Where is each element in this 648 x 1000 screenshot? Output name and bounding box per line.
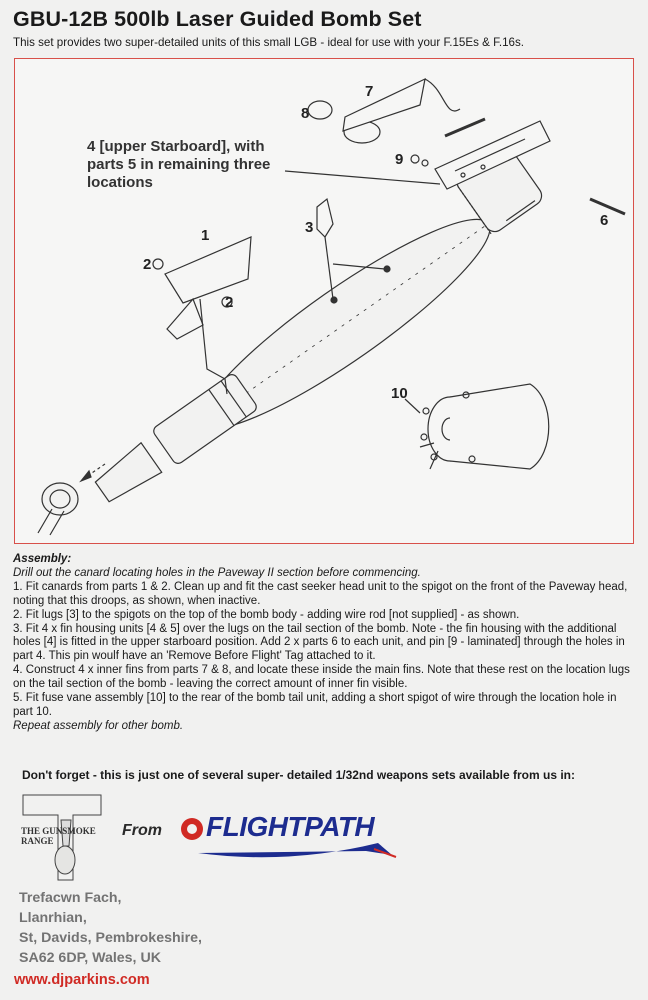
part-label-2-lower: 2	[225, 294, 234, 311]
assembly-heading: Assembly:	[13, 553, 72, 565]
assembly-closing: Repeat assembly for other bomb.	[13, 719, 184, 732]
flightpath-logo	[178, 805, 398, 880]
diagram-callout: 4 [upper Starboard], with parts 5 in remaining three locations	[87, 138, 271, 191]
part-label-10: 10	[391, 385, 408, 402]
assembly-preface: Drill out the canard locating holes in the Paveway II section before commencing.	[13, 566, 421, 579]
part-label-3: 3	[305, 219, 314, 236]
address-line-1: Trefacwn Fach,	[19, 890, 122, 906]
part-label-9: 9	[395, 151, 404, 168]
gunsmoke-range-logo	[13, 790, 108, 890]
flightpath-wordmark: FLIGHTPATH	[206, 811, 375, 842]
promo-text: Don't forget - this is just one of several super- detailed 1/32nd weapons sets available from us in:	[22, 768, 575, 782]
website-link[interactable]: www.djparkins.com	[14, 972, 150, 988]
part-label-7: 7	[365, 83, 374, 100]
part-label-8: 8	[301, 105, 310, 122]
assembly-instructions	[13, 553, 638, 734]
address-line-3: St, Davids, Pembrokeshire,	[19, 930, 202, 946]
assembly-step-1: 1. Fit canards from parts 1 & 2. Clean up and fit the cast seeker head unit to the spigot on the front of the Paveway head, noting that this droops, as shown, when inactive.	[13, 580, 628, 607]
part-label-6: 6	[600, 212, 609, 229]
part-label-1: 1	[201, 227, 210, 244]
assembly-step-3: 3. Fit 4 x fin housing units [4 & 5] over the lugs on the tail section of the bomb. Note - the fin housing with the additional holes [4] is fitted in the upper starboard position. Add 2 x parts 6 to each unit, and pin [9 - laminated] through the holes in part 4. This pin woulf have an 'Remove Before Flight' Tag attached to it.	[13, 622, 625, 663]
intro-text: This set provides two super-detailed units of this small LGB - ideal for use with your F.15Es & F.16s.	[13, 36, 524, 49]
assembly-step-5: 5. Fit fuse vane assembly [10] to the rear of the bomb tail unit, adding a short spigot of wire through the location hole in part 10.	[13, 692, 617, 718]
assembly-step-4: 4. Construct 4 x inner fins from parts 7 & 8, and locate these inside the main fins. Note that these rest on the location lugs on the tail section of the bomb - leaving the correct amount of inner fin visible.	[13, 664, 630, 691]
exploded-view-drawing	[15, 59, 635, 545]
assembly-step-2: 2. Fit lugs [3] to the spigots on the top of the bomb body - adding wire rod [not supplied] - as shown.	[13, 608, 520, 621]
page-title: GBU-12B 500lb Laser Guided Bomb Set	[13, 7, 422, 31]
address-line-4: SA62 6DP, Wales, UK	[19, 950, 161, 966]
gunsmoke-logo-text: THE GUNSMOKE RANGE	[21, 826, 96, 846]
postal-address	[19, 888, 202, 968]
part-label-2: 2	[143, 256, 152, 273]
address-line-2: Llanrhian,	[19, 910, 87, 926]
from-label: From	[122, 822, 162, 839]
assembly-diagram	[14, 58, 634, 544]
